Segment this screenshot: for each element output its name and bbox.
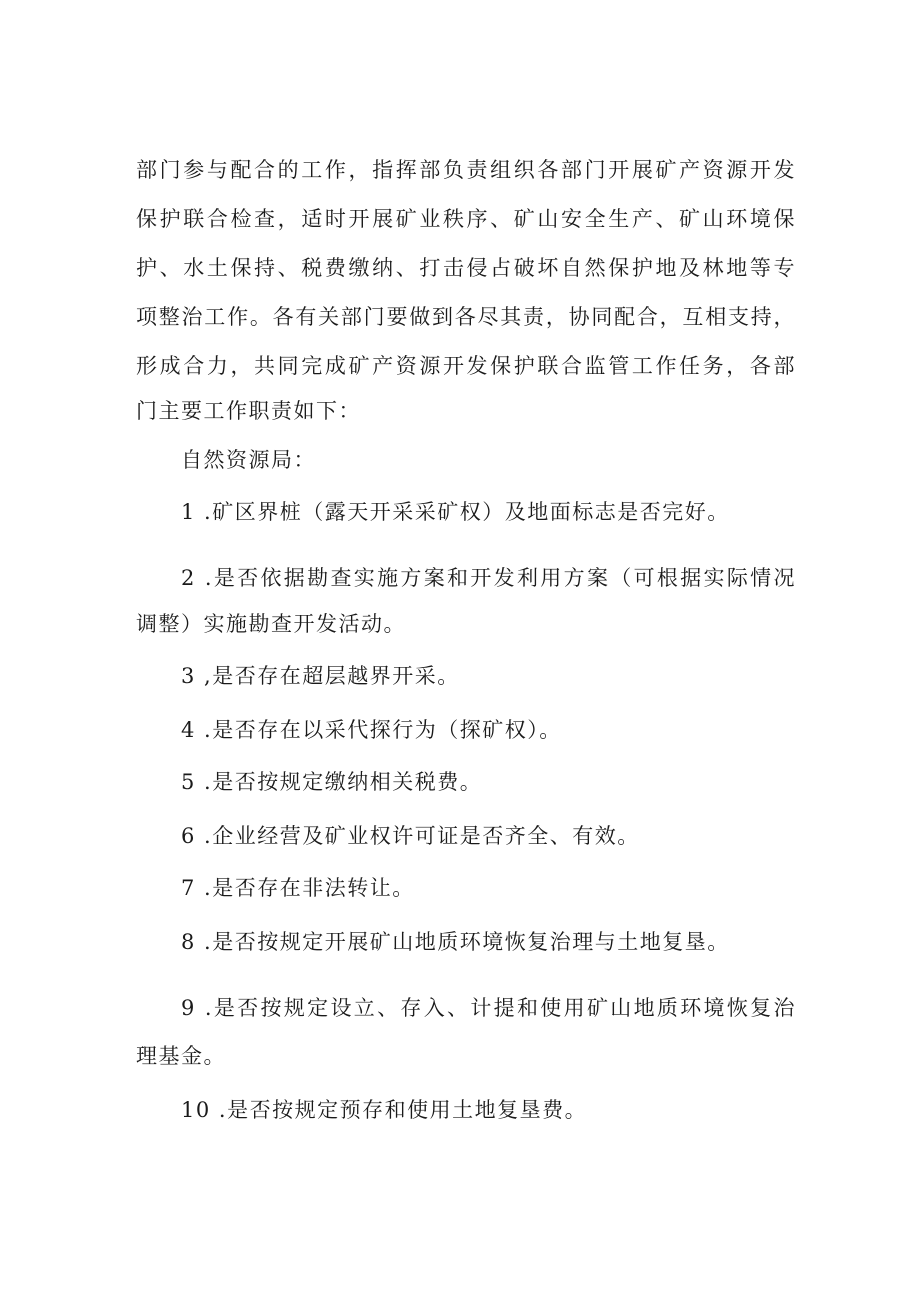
section-heading: 自然资源局： bbox=[181, 448, 316, 472]
list-item: 8 .是否按规定开展矿山地质环境恢复治理与土地复垦。 bbox=[181, 930, 730, 954]
list-item: 4 .是否存在以采代探行为（探矿权）。 bbox=[181, 718, 562, 742]
paragraph-line: 项整治工作。各有关部门要做到各尽其责，协同配合，互相支持， bbox=[136, 305, 796, 329]
paragraph-line: 部门参与配合的工作，指挥部负责组织各部门开展矿产资源开发 bbox=[136, 158, 796, 182]
list-item-continuation: 调整）实施勘查开发活动。 bbox=[136, 612, 406, 636]
paragraph-line: 保护联合检查，适时开展矿业秩序、矿山安全生产、矿山环境保 bbox=[136, 207, 796, 231]
paragraph-line: 护、水土保持、税费缴纳、打击侵占破坏自然保护地及林地等专 bbox=[136, 256, 796, 280]
list-item-continuation: 理基金。 bbox=[136, 1044, 226, 1068]
list-item: 6 .企业经营及矿业权许可证是否齐全、有效。 bbox=[181, 824, 640, 848]
list-item: 1 .矿区界桩（露天开采采矿权）及地面标志是否完好。 bbox=[181, 500, 730, 524]
list-item: 2 .是否依据勘查实施方案和开发利用方案（可根据实际情况 bbox=[181, 566, 796, 590]
list-item: 7 .是否存在非法转让。 bbox=[181, 876, 415, 900]
paragraph-line: 形成合力，共同完成矿产资源开发保护联合监管工作任务，各部 bbox=[136, 354, 796, 378]
paragraph-line: 门主要工作职责如下： bbox=[136, 399, 361, 423]
list-item: 5 .是否按规定缴纳相关税费。 bbox=[181, 770, 483, 794]
list-item: 10 .是否按规定预存和使用土地复垦费。 bbox=[181, 1098, 588, 1122]
list-item: 3 ,是否存在超层越界开采。 bbox=[181, 664, 460, 688]
list-item: 9 .是否按规定设立、存入、计提和使用矿山地质环境恢复治 bbox=[181, 996, 796, 1020]
